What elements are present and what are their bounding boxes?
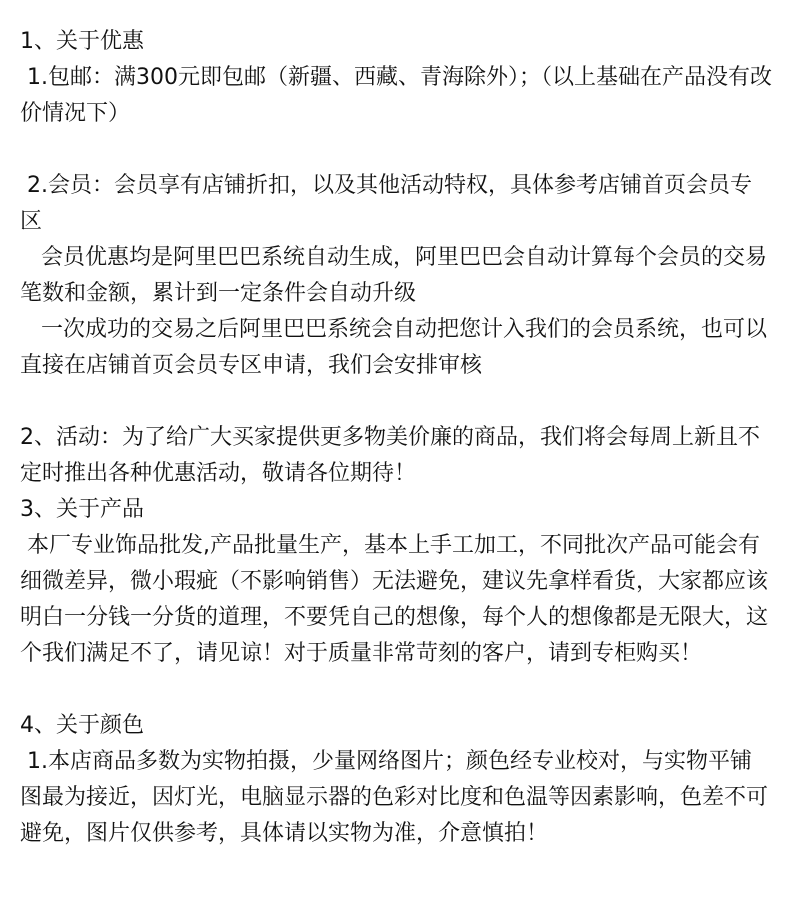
section-4-title: 4、关于颜色 (20, 713, 144, 738)
section-1-title: 1、关于优惠 (20, 29, 144, 54)
membership-paragraph: 2.会员：会员享有店铺折扣，以及其他活动特权，具体参考店铺首页会员专区 (20, 173, 752, 234)
product-paragraph: 本厂专业饰品批发,产品批量生产，基本上手工加工，不同批次产品可能会有细微差异，微小瑕疵（不影响销售）无法避免，建议先拿样看货，大家都应该明白一分钱一分货的道理，不要凭自己的想像，每个人的想像都是无限大，这个我们满足不了，请见谅！对于质量非常苛刻的客户，请到专柜购买！ (20, 533, 769, 666)
spacer (20, 132, 772, 168)
spacer (20, 672, 772, 708)
section-2-activity-paragraph: 2、活动：为了给广大买家提供更多物美价廉的商品，我们将会每周上新且不定时推出各种优惠活动，敬请各位期待！ (20, 425, 760, 486)
membership-auto-paragraph: 会员优惠均是阿里巴巴系统自动生成，阿里巴巴会自动计算每个会员的交易笔数和金额，累计到一定条件会自动升级 (20, 245, 767, 306)
section-3-title: 3、关于产品 (20, 497, 144, 522)
free-shipping-paragraph: 1.包邮：满300元即包邮（新疆、西藏、青海除外）；（以上基础在产品没有改价情况下） (20, 65, 772, 126)
color-paragraph: 1.本店商品多数为实物拍摄，少量网络图片；颜色经专业校对，与实物平铺图最为接近，因灯光，电脑显示器的色彩对比度和色温等因素影响，色差不可避免，图片仅供参考，具体请以实物为准，介意慎拍！ (20, 749, 769, 846)
policy-document (20, 24, 772, 852)
membership-apply-paragraph: 一次成功的交易之后阿里巴巴系统会自动把您计入我们的会员系统，也可以直接在店铺首页会员专区申请，我们会安排审核 (20, 317, 767, 378)
spacer (20, 384, 772, 420)
